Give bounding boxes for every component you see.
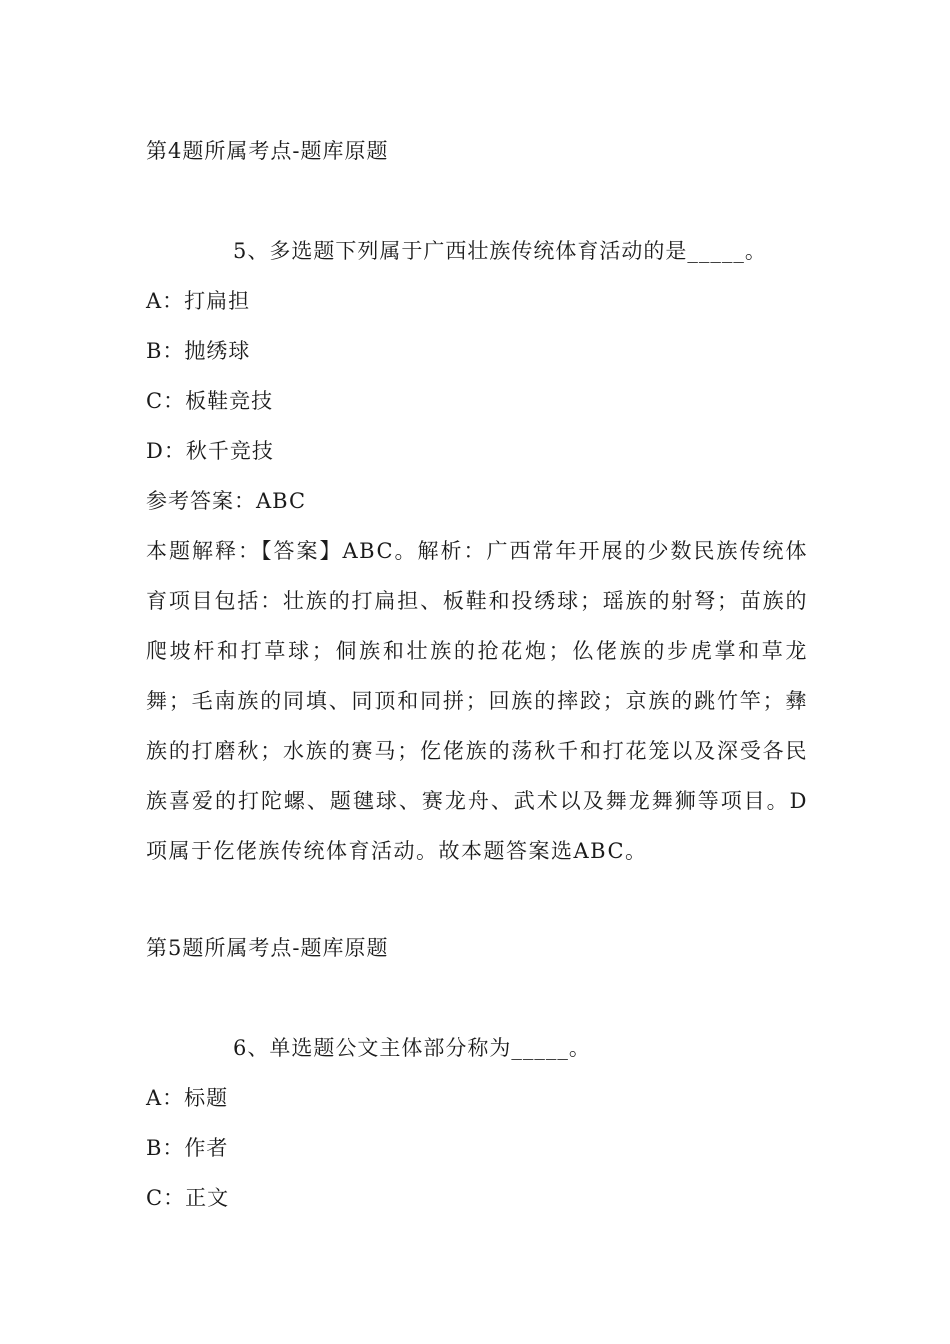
reference-answer: 参考答案：ABC [146,489,307,513]
option-a: A：标题 [146,1086,229,1110]
option-c: C：板鞋竞技 [146,389,274,413]
explanation-paragraph: 本题解释：【答案】ABC。解析：广西常年开展的少数民族传统体育项目包括：壮族的打扁担、板鞋和投绣球；瑶族的射弩；苗族的爬坡杆和打草球；侗族和壮族的抢花炮；仫佬族的步虎掌和草龙舞；毛南族的同填、同顶和同拼；回族的摔跤；京族的跳竹竿；彝族的打磨秋；水族的赛马；仡佬族的荡秋千和打花笼以及深受各民族喜爱的打陀螺、题毽球、赛龙舟、武术以及舞龙舞狮等项目。D项属于仡佬族传统体育活动。故本题答案选ABC。 [146,539,808,863]
option-a: A：打扁担 [146,289,251,313]
option-d: D：秋千竞技 [146,439,274,463]
option-b: B：作者 [146,1136,229,1160]
question-6-stem: 6、单选题公文主体部分称为_____。 [233,1036,591,1060]
topic-label: 第5题所属考点-题库原题 [146,936,389,960]
question-5-stem: 5、多选题下列属于广西壮族传统体育活动的是_____。 [233,239,767,263]
topic-label: 第4题所属考点-题库原题 [146,139,389,163]
option-b: B：抛绣球 [146,339,251,363]
option-c: C：正文 [146,1186,230,1210]
